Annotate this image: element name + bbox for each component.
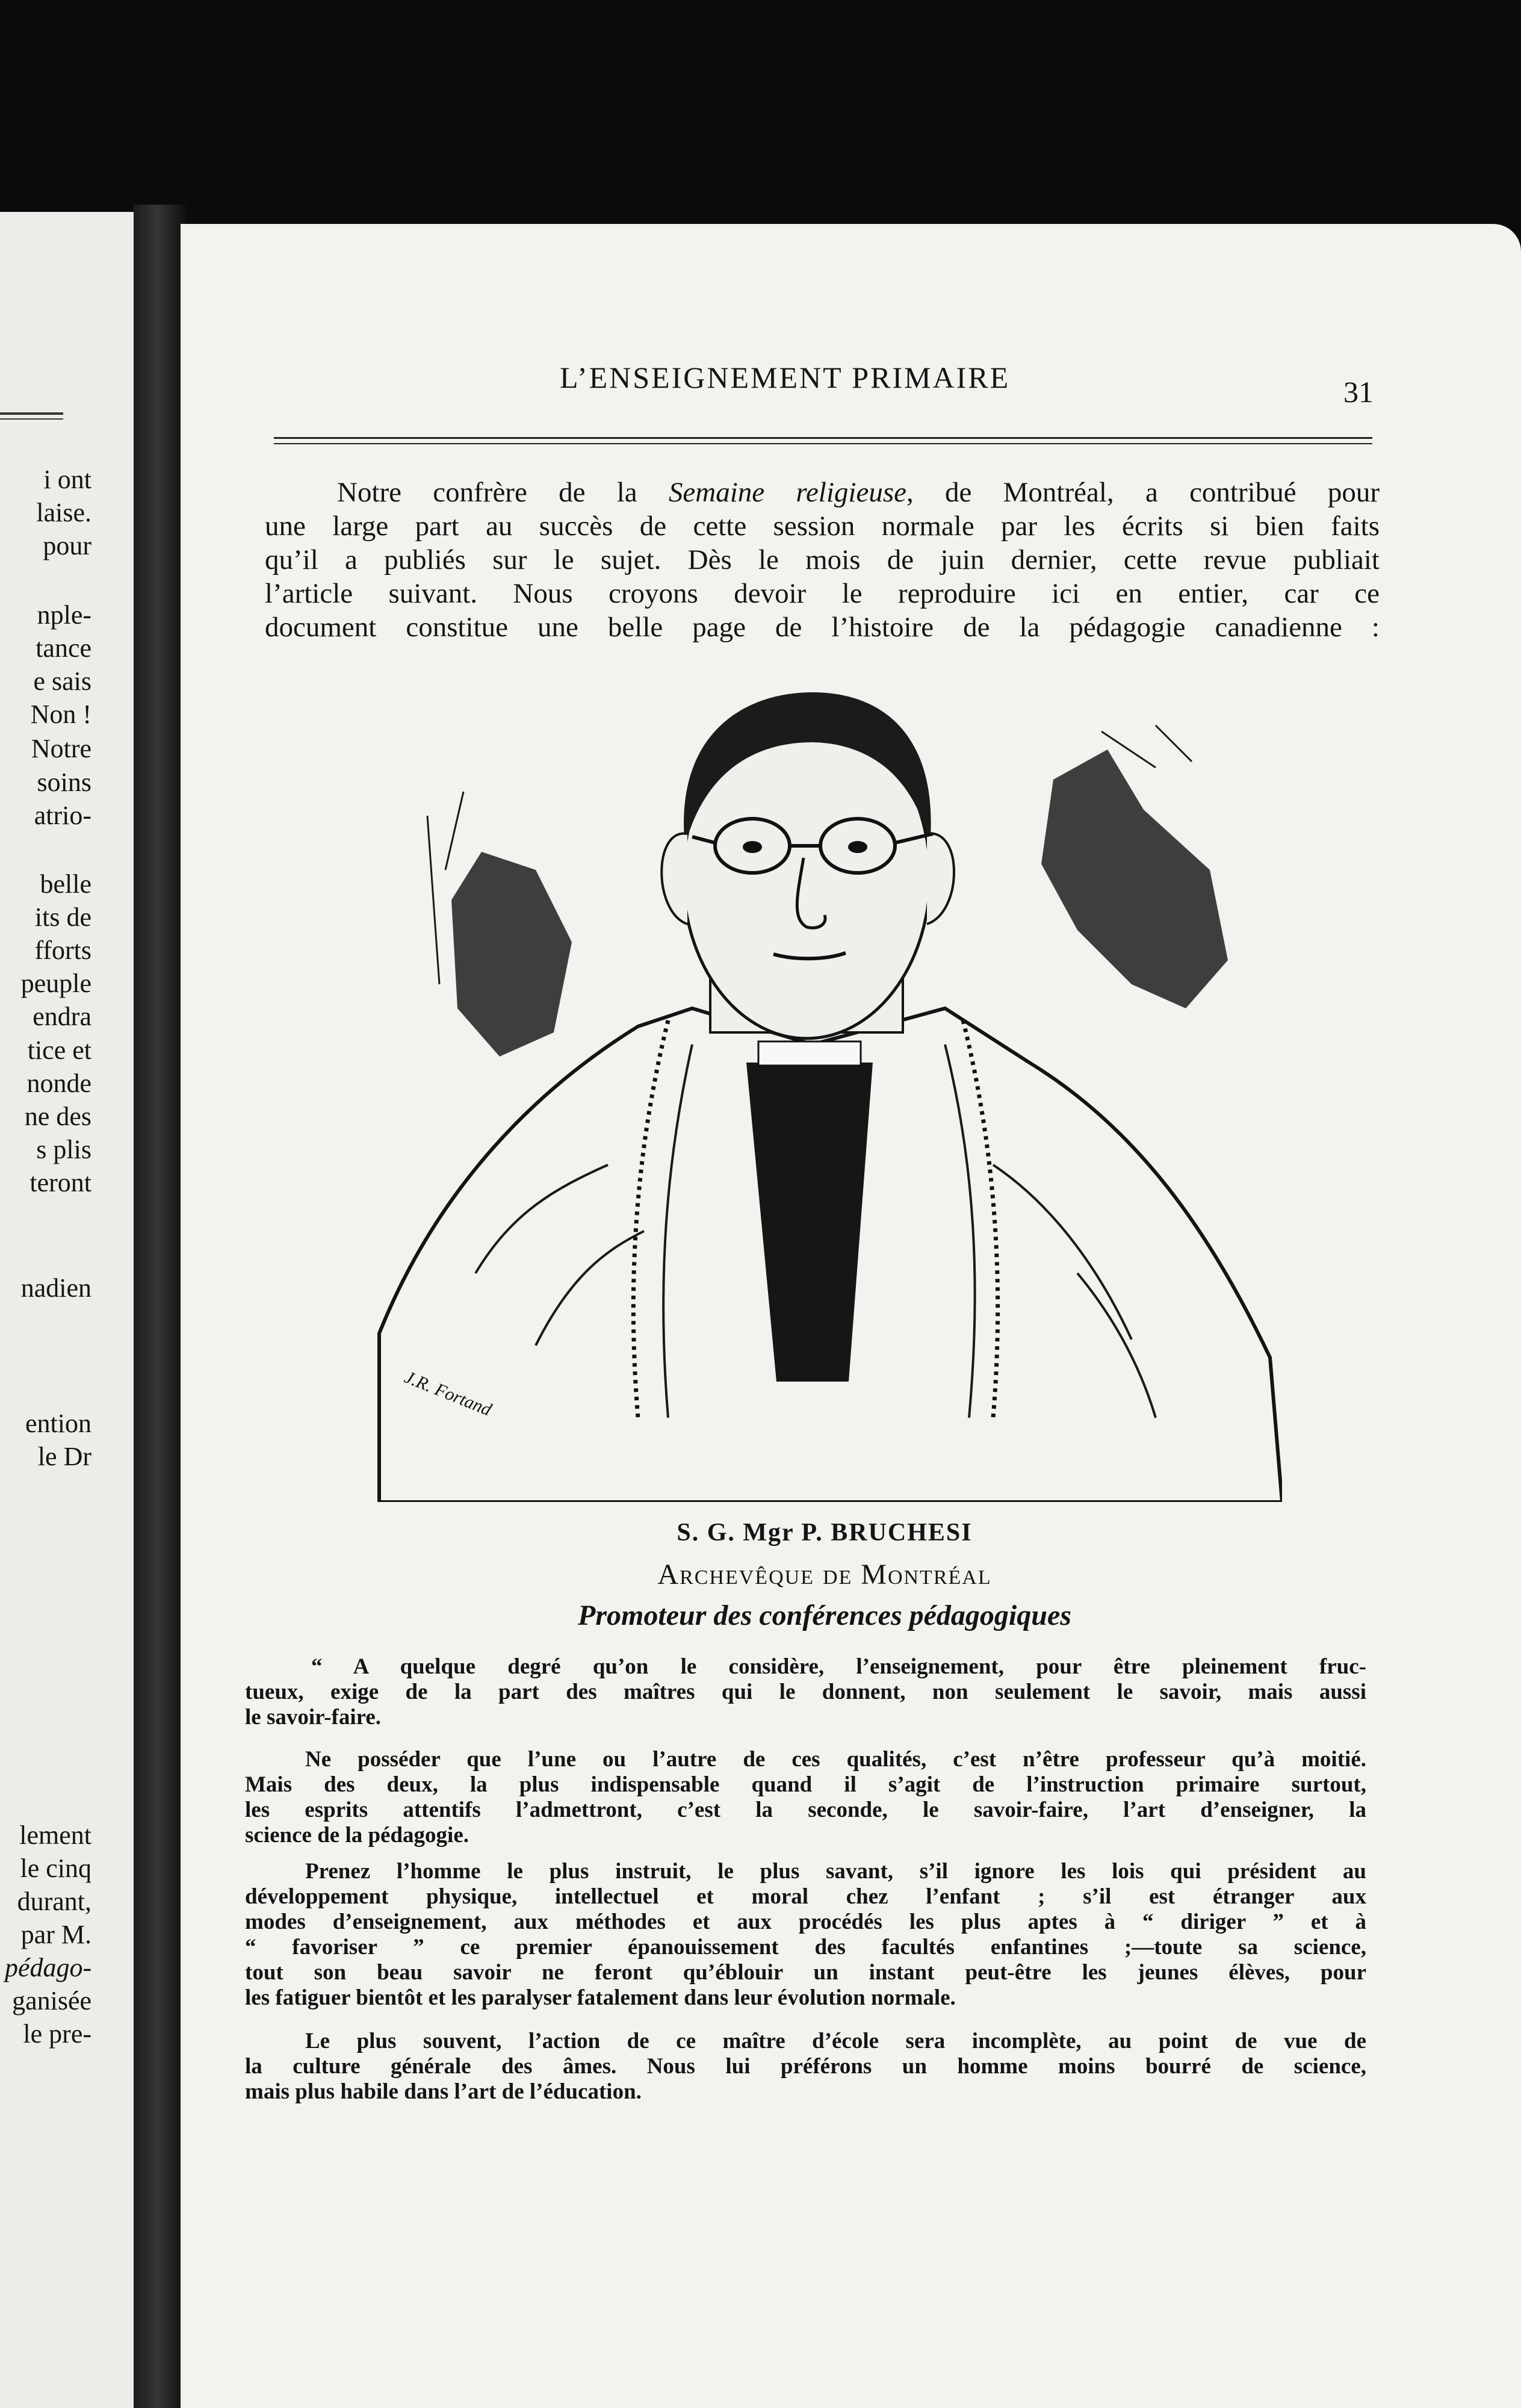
previous-page-line: its de (34, 902, 91, 932)
book-gutter (134, 205, 187, 2408)
quote-line: développement physique, intellectuel et moral chez l’enfant ; s’il est étranger aux (245, 1884, 1366, 1909)
quote-line: Prenez l’homme le plus instruit, le plus savant, s’il ignore les lois qui président au (305, 1859, 1366, 1884)
previous-page-line: belle (40, 869, 91, 899)
page-number: 31 (1343, 375, 1374, 409)
previous-page-line: nple- (37, 600, 91, 630)
previous-page-line: durant, (17, 1887, 91, 1916)
previous-page-line: ganisée (12, 1986, 91, 2015)
previous-page-line: nadien (20, 1273, 91, 1303)
caption-name: S. G. Mgr P. BRUCHESI (677, 1519, 973, 1547)
caption-role: Promoteur des conférences pédagogiques (578, 1600, 1071, 1631)
previous-page-line: s plis (36, 1135, 91, 1164)
previous-page-line: Non ! (30, 700, 91, 729)
quote-line: mais plus habile dans l’art de l’éducation. (245, 2079, 642, 2104)
hatch-left (451, 852, 572, 1057)
quote-line: le savoir-faire. (245, 1705, 382, 1730)
previous-page-rule (0, 418, 63, 420)
previous-page-line: peuple (20, 969, 91, 998)
hatch-right (1041, 749, 1228, 1008)
quote-line: la culture générale des âmes. Nous lui préférons un homme moins bourré de science, (245, 2054, 1366, 2079)
intro-line: l’article suivant. Nous croyons devoir le reproduire ici en entier, car ce (265, 578, 1380, 609)
previous-page-line: i ont (43, 465, 91, 494)
quote-line: modes d’enseignement, aux méthodes et aux procédés les plus aptes à “ diriger ” et à (245, 1910, 1366, 1934)
quote-line: les fatiguer bientôt et les paralyser fatalement dans leur évolution normale. (245, 1985, 956, 2010)
previous-page-line: fforts (34, 936, 91, 965)
previous-page-line: Notre (31, 734, 91, 763)
previous-page-line: tance (36, 633, 91, 663)
previous-page-line: ention (25, 1409, 91, 1438)
quote-line: science de la pédagogie. (245, 1823, 469, 1848)
caption-title: Archevêque de Montréal (657, 1559, 992, 1590)
previous-page-line: ne des (24, 1102, 91, 1131)
quote-line: tout son beau savoir ne feront qu’éblouir un instant peut-être les jeunes élèves, pour (245, 1960, 1366, 1985)
previous-page-line: le cinq (20, 1854, 91, 1883)
quote-line: Ne posséder que l’une ou l’autre de ces qualités, c’est n’être professeur qu’à moitié. (305, 1747, 1366, 1772)
quote-line: “ favoriser ” ce premier épanouissement des facultés enfantines ;—toute sa science, (245, 1935, 1366, 1960)
previous-page-line: endra (33, 1002, 91, 1031)
previous-page-line: atrio- (34, 801, 91, 830)
previous-page-line: le Dr (37, 1442, 91, 1471)
intro-line: une large part au succès de cette session normale par les écrits si bien faits (265, 510, 1380, 542)
intro-line: qu’il a publiés sur le sujet. Dès le mois de juin dernier, cette revue publiait (265, 544, 1380, 576)
previous-page-line: soins (37, 768, 91, 797)
previous-page-line: pour (43, 531, 91, 560)
artist-signature: J.R. Fortand (401, 1367, 495, 1420)
ear-right (927, 833, 954, 924)
quote-line: Mais des deux, la plus indispensable quand il s’agit de l’instruction primaire surtout, (245, 1772, 1366, 1797)
intro-line: Notre confrère de la Semaine religieuse, de Montréal, a contribué pour (337, 477, 1380, 508)
previous-page-rule (0, 412, 63, 415)
previous-page-strip (0, 212, 134, 2408)
portrait-illustration (355, 671, 1282, 1502)
quote-line: tueux, exige de la part des maîtres qui le donnent, non seulement le savoir, mais aussi (245, 1680, 1366, 1704)
header-rule (274, 443, 1372, 444)
running-head: L’ENSEIGNEMENT PRIMAIRE (560, 361, 1011, 394)
quote-line: Le plus souvent, l’action de ce maître d’école sera incomplète, au point de vue de (305, 2029, 1366, 2053)
quote-line: les esprits attentifs l’admettront, c’est la seconde, le savoir-faire, l’art d’enseigner, la (245, 1798, 1366, 1822)
previous-page-line: lement (19, 1820, 91, 1850)
intro-line: document constitue une belle page de l’histoire de la pédagogie canadienne : (265, 612, 1380, 643)
previous-page-line: nonde (26, 1069, 91, 1098)
header-rule (274, 437, 1372, 439)
previous-page-line: par M. (20, 1920, 91, 1949)
previous-page-line: pédago- (5, 1953, 92, 1982)
previous-page-line: le pre- (23, 2019, 91, 2049)
quote-line: “ A quelque degré qu’on le considère, l’enseignement, pour être pleinement fruc- (311, 1654, 1366, 1679)
previous-page-line: e sais (33, 666, 91, 696)
previous-page-line: teront (29, 1168, 91, 1197)
white-collar (758, 1041, 861, 1066)
ear-left (661, 833, 687, 924)
previous-page-line: laise. (36, 498, 91, 527)
previous-page-line: tice et (27, 1035, 91, 1065)
